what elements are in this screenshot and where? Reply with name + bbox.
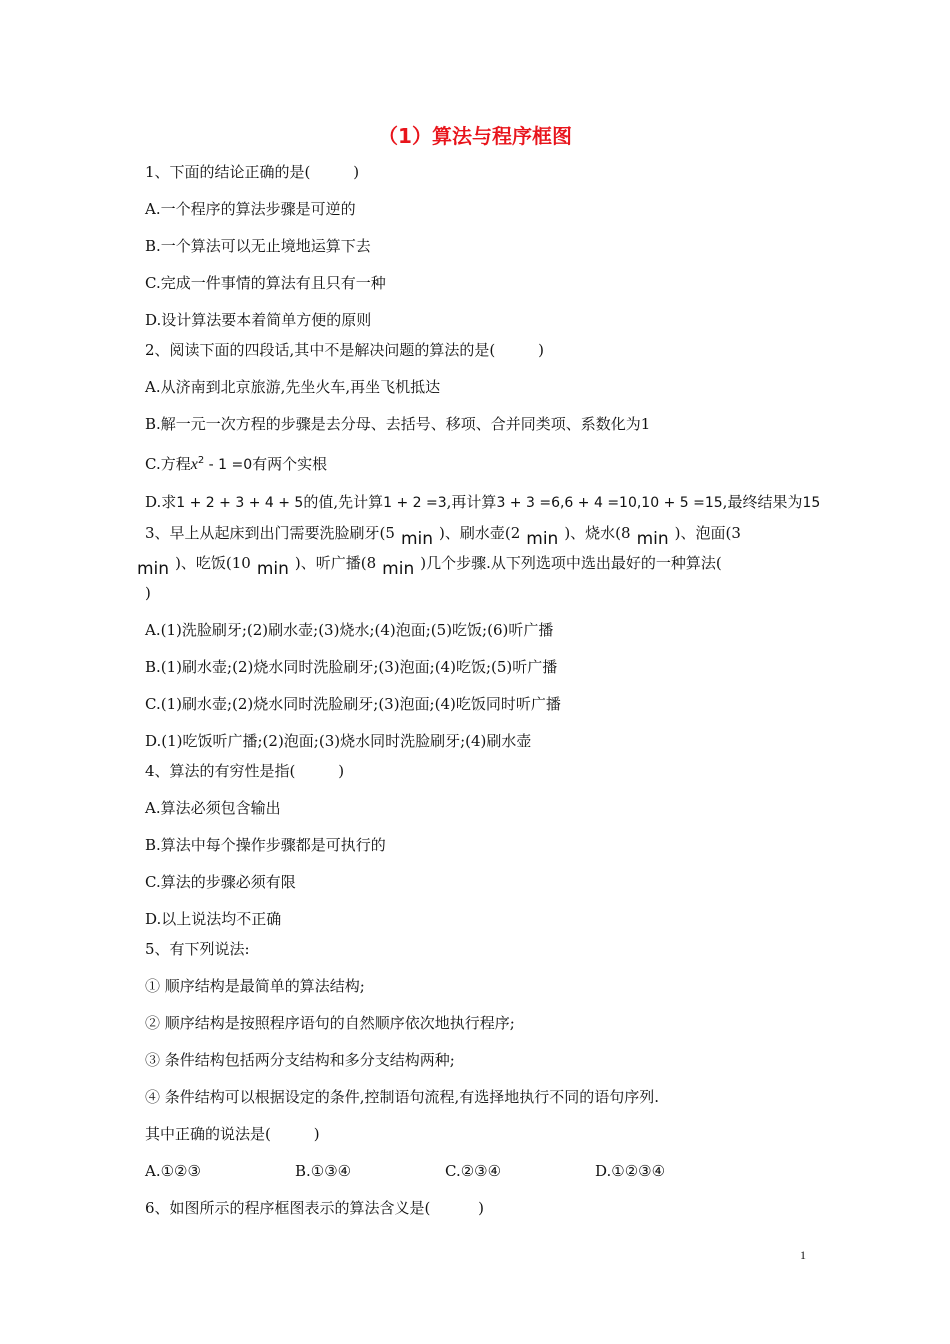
unit-min: min — [636, 529, 669, 549]
q3-eat-text: )、吃饭(10 — [175, 554, 251, 572]
page-title: （1）算法与程序框图 — [378, 124, 572, 148]
question-5-options — [145, 1159, 810, 1183]
question-2-option-c — [145, 449, 810, 477]
question-3-option-c: C.(1)刷水壶;(2)烧水同时洗脸刷牙;(3)泡面;(4)吃饭同时听广播 — [145, 695, 561, 713]
page-number: 1 — [800, 1248, 806, 1262]
question-1-option-b: B.一个算法可以无止境地运算下去 — [145, 237, 371, 255]
question-3-stem-line-1 — [145, 521, 810, 549]
option-d-text-1: 的值,先计算 — [303, 493, 384, 511]
question-4-option-b: B.算法中每个操作步骤都是可执行的 — [145, 836, 386, 854]
q3-kettle-text: )、刷水壶(2 — [439, 524, 521, 542]
question-5-stem: 5、有下列说法: — [145, 940, 250, 958]
question-3-stem-line-2 — [137, 551, 810, 579]
question-5-option-b: B.①③④ — [295, 1162, 352, 1180]
question-2-stem: 2、阅读下面的四段话,其中不是解决问题的算法的是( ) — [145, 341, 544, 359]
unit-min: min — [137, 559, 170, 579]
q3-radio-text: )、听广播(8 — [294, 554, 377, 572]
option-d-text-2: ,再计算 — [446, 493, 497, 511]
q3-question-text: )几个步骤.从下列选项中选出最好的一种算法( — [420, 554, 722, 572]
question-5-statement-4: ④ 条件结构可以根据设定的条件,控制语句流程,有选择地执行不同的语句序列. — [145, 1088, 660, 1106]
unit-min: min — [400, 529, 434, 549]
math-result: 15 — [802, 495, 821, 511]
math-step-2: 3 + 3 =6,6 + 4 =10,10 + 5 =15 — [496, 495, 723, 511]
option-c-prefix: C.方程 — [145, 455, 191, 473]
unit-min: min — [382, 559, 415, 579]
question-5-option-d: D.①②③④ — [595, 1162, 666, 1180]
question-4-option-c: C.算法的步骤必须有限 — [145, 873, 296, 891]
question-3-stem-line-3: ) — [145, 584, 151, 602]
question-5-option-a: A.①②③ — [145, 1162, 201, 1180]
question-2-option-d — [145, 490, 821, 515]
q3-wash-text: 3、早上从起床到出门需要洗脸刷牙(5 — [145, 524, 395, 542]
question-3-option-d: D.(1)吃饭听广播;(2)泡面;(3)烧水同时洗脸刷牙;(4)刷水壶 — [145, 732, 532, 750]
math-step-1: 1 + 2 =3 — [383, 495, 447, 511]
math-variable-x: x — [190, 456, 198, 473]
question-3-option-b: B.(1)刷水壶;(2)烧水同时洗脸刷牙;(3)泡面;(4)吃饭;(5)听广播 — [145, 658, 558, 676]
question-1-option-d: D.设计算法要本着简单方便的原则 — [145, 311, 372, 329]
question-5-option-c: C.②③④ — [445, 1162, 502, 1180]
math-equation: - 1 =0 — [204, 457, 253, 473]
option-d-text-3: ,最终结果为 — [722, 493, 803, 511]
question-5-ask: 其中正确的说法是( ) — [145, 1125, 320, 1143]
q3-noodle-text: )、泡面(3 — [674, 524, 741, 542]
question-6-stem: 6、如图所示的程序框图表示的算法含义是( ) — [145, 1199, 484, 1217]
q3-boil-text: )、烧水(8 — [564, 524, 631, 542]
question-4-stem: 4、算法的有穷性是指( ) — [145, 762, 345, 780]
question-3-option-a: A.(1)洗脸刷牙;(2)刷水壶;(3)烧水;(4)泡面;(5)吃饭;(6)听广播 — [145, 621, 554, 639]
question-1-option-c: C.完成一件事情的算法有且只有一种 — [145, 274, 386, 292]
question-list — [137, 160, 821, 1233]
unit-min: min — [526, 529, 559, 549]
math-sum-expression: 1 + 2 + 3 + 4 + 5 — [176, 495, 304, 511]
question-5-statement-3: ③ 条件结构包括两分支结构和多分支结构两种; — [145, 1051, 455, 1069]
question-1-option-a: A.一个程序的算法步骤是可逆的 — [145, 200, 356, 218]
math-exponent: 2 — [197, 455, 205, 466]
question-5-statement-2: ② 顺序结构是按照程序语句的自然顺序依次地执行程序; — [145, 1014, 515, 1032]
question-4-option-d: D.以上说法均不正确 — [145, 910, 282, 928]
unit-min: min — [256, 559, 289, 579]
option-d-prefix: D.求 — [145, 493, 177, 511]
question-4-option-a: A.算法必须包含输出 — [145, 799, 281, 817]
option-c-suffix: 有两个实根 — [252, 455, 328, 473]
question-2-option-b: B.解一元一次方程的步骤是去分母、去括号、移项、合并同类项、系数化为1 — [145, 415, 651, 433]
question-1-stem: 1、下面的结论正确的是( ) — [145, 163, 360, 181]
question-2-option-a: A.从济南到北京旅游,先坐火车,再坐飞机抵达 — [145, 378, 441, 396]
question-5-statement-1: ① 顺序结构是最简单的算法结构; — [145, 977, 365, 995]
